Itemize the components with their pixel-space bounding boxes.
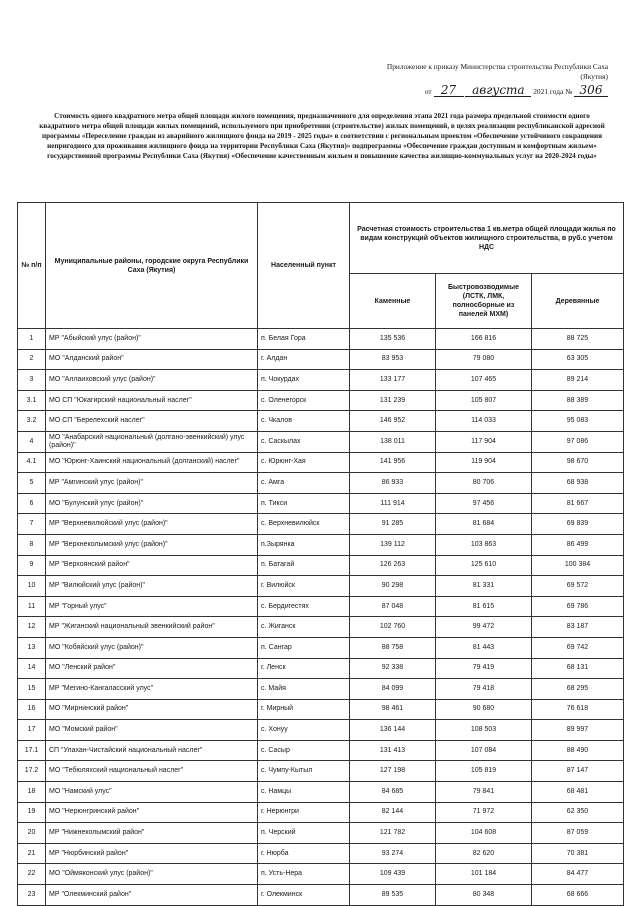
- table-row: [18, 617, 624, 638]
- row-prefab-cost: 101 184: [436, 864, 532, 885]
- cost-table: [17, 202, 624, 906]
- row-prefab-cost: 80 706: [436, 473, 532, 494]
- row-stone-cost: 135 536: [350, 329, 436, 350]
- row-prefab-cost: 108 503: [436, 720, 532, 741]
- row-num: 8: [18, 534, 46, 555]
- order-month-handwritten: августа: [465, 84, 531, 97]
- row-wood-cost: 68 481: [532, 782, 624, 803]
- row-prefab-cost: 107 465: [436, 370, 532, 391]
- row-prefab-cost: 71 972: [436, 802, 532, 823]
- row-district: МО СП "Берелехский наслег": [46, 411, 258, 432]
- row-settlement: г. Вилюйск: [258, 576, 350, 597]
- row-prefab-cost: 103 863: [436, 534, 532, 555]
- row-num: 23: [18, 885, 46, 906]
- row-settlement: с. Чумпу-Кытыл: [258, 761, 350, 782]
- table-row: [18, 431, 624, 452]
- row-wood-cost: 62 350: [532, 802, 624, 823]
- row-settlement: п. Чокурдах: [258, 370, 350, 391]
- row-settlement: г. Алдан: [258, 349, 350, 370]
- row-district: МО "Нерюнгринский район": [46, 802, 258, 823]
- row-settlement: с. Амга: [258, 473, 350, 494]
- table-row: [18, 658, 624, 679]
- row-num: 12: [18, 617, 46, 638]
- row-district: МР "Горный улус": [46, 596, 258, 617]
- row-stone-cost: 88 758: [350, 637, 436, 658]
- row-num: 2: [18, 349, 46, 370]
- row-prefab-cost: 90 680: [436, 699, 532, 720]
- row-settlement: с. Жиганск: [258, 617, 350, 638]
- row-prefab-cost: 119 904: [436, 452, 532, 473]
- row-wood-cost: 88 725: [532, 329, 624, 350]
- row-wood-cost: 88 389: [532, 390, 624, 411]
- table-body: [18, 329, 624, 906]
- row-district: МО "Ленский район": [46, 658, 258, 679]
- table-row: [18, 843, 624, 864]
- row-wood-cost: 70 381: [532, 843, 624, 864]
- table-row: [18, 452, 624, 473]
- row-wood-cost: 69 572: [532, 576, 624, 597]
- row-stone-cost: 86 933: [350, 473, 436, 494]
- row-wood-cost: 86 499: [532, 534, 624, 555]
- row-wood-cost: 88 490: [532, 740, 624, 761]
- row-prefab-cost: 125 610: [436, 555, 532, 576]
- row-num: 5: [18, 473, 46, 494]
- row-settlement: с. Саскылах: [258, 431, 350, 452]
- row-wood-cost: 68 131: [532, 658, 624, 679]
- row-num: 7: [18, 514, 46, 535]
- table-row: [18, 699, 624, 720]
- row-num: 20: [18, 823, 46, 844]
- row-stone-cost: 146 952: [350, 411, 436, 432]
- row-district: МО "Алданский район": [46, 349, 258, 370]
- row-prefab-cost: 80 348: [436, 885, 532, 906]
- row-district: МР "Жиганский национальный эвенкийский район": [46, 617, 258, 638]
- row-wood-cost: 76 618: [532, 699, 624, 720]
- row-stone-cost: 131 413: [350, 740, 436, 761]
- row-stone-cost: 87 048: [350, 596, 436, 617]
- header-wood: Деревянные: [532, 274, 624, 329]
- row-prefab-cost: 81 684: [436, 514, 532, 535]
- row-prefab-cost: 79 418: [436, 679, 532, 700]
- row-settlement: п.Зырянка: [258, 534, 350, 555]
- row-district: МР "Амгинский улус (район)": [46, 473, 258, 494]
- row-wood-cost: 69 839: [532, 514, 624, 535]
- row-stone-cost: 126 263: [350, 555, 436, 576]
- row-stone-cost: 139 112: [350, 534, 436, 555]
- row-stone-cost: 121 782: [350, 823, 436, 844]
- row-wood-cost: 95 083: [532, 411, 624, 432]
- row-prefab-cost: 97 456: [436, 493, 532, 514]
- row-num: 9: [18, 555, 46, 576]
- order-year-text: 2021 года №: [533, 87, 573, 96]
- table-row: [18, 473, 624, 494]
- row-stone-cost: 109 439: [350, 864, 436, 885]
- header-district: Муниципальные районы, городские округа Республики Саха (Якутия): [46, 203, 258, 329]
- row-district: МР "Нюрбинский район": [46, 843, 258, 864]
- row-prefab-cost: 105 819: [436, 761, 532, 782]
- row-wood-cost: 81 667: [532, 493, 624, 514]
- row-stone-cost: 93 274: [350, 843, 436, 864]
- row-settlement: п. Сангар: [258, 637, 350, 658]
- row-settlement: с. Юрюнг-Хая: [258, 452, 350, 473]
- row-settlement: г. Олекминск: [258, 885, 350, 906]
- row-wood-cost: 89 997: [532, 720, 624, 741]
- row-prefab-cost: 104 608: [436, 823, 532, 844]
- row-settlement: с. Бердигестях: [258, 596, 350, 617]
- table-row: [18, 493, 624, 514]
- row-district: МР "Нижнеколымский район": [46, 823, 258, 844]
- table-row: [18, 782, 624, 803]
- row-wood-cost: 83 187: [532, 617, 624, 638]
- table-row: [18, 720, 624, 741]
- order-number-handwritten: 306: [574, 84, 608, 97]
- row-district: МО "Намский улус": [46, 782, 258, 803]
- table-row: [18, 679, 624, 700]
- row-num: 17.1: [18, 740, 46, 761]
- row-district: СП "Улахан-Чистайский национальный наслег": [46, 740, 258, 761]
- row-num: 3.2: [18, 411, 46, 432]
- row-stone-cost: 141 956: [350, 452, 436, 473]
- row-stone-cost: 138 011: [350, 431, 436, 452]
- row-settlement: г. Нерюнгри: [258, 802, 350, 823]
- row-stone-cost: 90 298: [350, 576, 436, 597]
- row-num: 3.1: [18, 390, 46, 411]
- row-district: МО "Оймяконский улус (район)": [46, 864, 258, 885]
- row-wood-cost: 69 786: [532, 596, 624, 617]
- row-num: 1: [18, 329, 46, 350]
- row-wood-cost: 69 742: [532, 637, 624, 658]
- row-wood-cost: 87 147: [532, 761, 624, 782]
- row-num: 16: [18, 699, 46, 720]
- row-prefab-cost: 79 419: [436, 658, 532, 679]
- header-stone: Каменные: [350, 274, 436, 329]
- row-district: МР "Мегино-Кангаласский улус": [46, 679, 258, 700]
- row-settlement: п. Белая Гора: [258, 329, 350, 350]
- table-row: [18, 823, 624, 844]
- row-wood-cost: 68 666: [532, 885, 624, 906]
- row-district: МР "Абыйский улус (район)": [46, 329, 258, 350]
- order-prefix: от: [424, 87, 432, 96]
- table-row: [18, 370, 624, 391]
- row-settlement: г. Нюрба: [258, 843, 350, 864]
- table-row: [18, 885, 624, 906]
- row-num: 10: [18, 576, 46, 597]
- row-num: 17.2: [18, 761, 46, 782]
- row-prefab-cost: 107 084: [436, 740, 532, 761]
- row-stone-cost: 102 760: [350, 617, 436, 638]
- row-stone-cost: 136 144: [350, 720, 436, 741]
- table-row: [18, 349, 624, 370]
- row-settlement: г. Мирный: [258, 699, 350, 720]
- row-stone-cost: 111 914: [350, 493, 436, 514]
- row-settlement: п. Усть-Нера: [258, 864, 350, 885]
- row-stone-cost: 82 144: [350, 802, 436, 823]
- row-num: 22: [18, 864, 46, 885]
- row-prefab-cost: 166 816: [436, 329, 532, 350]
- table-row: [18, 761, 624, 782]
- row-district: МР "Олекминский район": [46, 885, 258, 906]
- row-district: МО "Юрюнг-Хаинский национальный (долганский) наслег": [46, 452, 258, 473]
- row-wood-cost: 100 384: [532, 555, 624, 576]
- row-settlement: с. Верхневилюйск: [258, 514, 350, 535]
- table-row: [18, 534, 624, 555]
- table-row: [18, 329, 624, 350]
- row-num: 4.1: [18, 452, 46, 473]
- table-row: [18, 514, 624, 535]
- row-settlement: п. Тикси: [258, 493, 350, 514]
- row-settlement: г. Ленск: [258, 658, 350, 679]
- row-prefab-cost: 81 443: [436, 637, 532, 658]
- row-stone-cost: 89 535: [350, 885, 436, 906]
- row-district: МО "Кобяйский улус (район)": [46, 637, 258, 658]
- row-prefab-cost: 105 807: [436, 390, 532, 411]
- row-prefab-cost: 114 033: [436, 411, 532, 432]
- row-stone-cost: 91 285: [350, 514, 436, 535]
- row-stone-cost: 92 338: [350, 658, 436, 679]
- row-num: 4: [18, 431, 46, 452]
- row-stone-cost: 84 685: [350, 782, 436, 803]
- row-settlement: с. Хонуу: [258, 720, 350, 741]
- table-row: [18, 411, 624, 432]
- row-num: 21: [18, 843, 46, 864]
- row-district: МР "Вилюйский улус (район)": [46, 576, 258, 597]
- row-settlement: п. Черский: [258, 823, 350, 844]
- appendix-note: Приложение к приказу Министерства строительства Республики Саха (Якутия): [386, 62, 608, 81]
- order-day-handwritten: 27: [434, 84, 464, 97]
- row-settlement: п. Батагай: [258, 555, 350, 576]
- header-settlement: Населенный пункт: [258, 203, 350, 329]
- row-district: МО "Тебюляхский национальный наслег": [46, 761, 258, 782]
- row-wood-cost: 68 938: [532, 473, 624, 494]
- row-district: МО "Момский район": [46, 720, 258, 741]
- table-row: [18, 555, 624, 576]
- table-row: [18, 390, 624, 411]
- row-settlement: с. Оленегорск: [258, 390, 350, 411]
- table-row: [18, 637, 624, 658]
- row-num: 13: [18, 637, 46, 658]
- row-wood-cost: 68 295: [532, 679, 624, 700]
- row-settlement: с. Чкалов: [258, 411, 350, 432]
- row-wood-cost: 97 086: [532, 431, 624, 452]
- table-row: [18, 596, 624, 617]
- row-stone-cost: 83 953: [350, 349, 436, 370]
- row-prefab-cost: 79 841: [436, 782, 532, 803]
- row-stone-cost: 131 239: [350, 390, 436, 411]
- table-row: [18, 576, 624, 597]
- row-settlement: с. Намцы: [258, 782, 350, 803]
- row-stone-cost: 98 461: [350, 699, 436, 720]
- row-prefab-cost: 82 620: [436, 843, 532, 864]
- row-district: МО "Аллаиховский улус (район)": [46, 370, 258, 391]
- row-prefab-cost: 81 615: [436, 596, 532, 617]
- row-num: 14: [18, 658, 46, 679]
- header-prefab: Быстровозводимые (ЛСТК, ЛМК, полносборные из панелей МХМ): [436, 274, 532, 329]
- row-wood-cost: 63 305: [532, 349, 624, 370]
- row-wood-cost: 89 214: [532, 370, 624, 391]
- row-wood-cost: 84 477: [532, 864, 624, 885]
- table-row: [18, 802, 624, 823]
- row-district: МО СП "Юкагирский национальный наслег": [46, 390, 258, 411]
- table-row: [18, 740, 624, 761]
- header-num: № п/п: [18, 203, 46, 329]
- row-prefab-cost: 99 472: [436, 617, 532, 638]
- row-settlement: с. Майя: [258, 679, 350, 700]
- row-district: МР "Верхневилюйский улус (район)": [46, 514, 258, 535]
- row-district: МР "Верхоянский район": [46, 555, 258, 576]
- row-settlement: с. Сасыр: [258, 740, 350, 761]
- row-num: 15: [18, 679, 46, 700]
- row-stone-cost: 127 198: [350, 761, 436, 782]
- row-num: 18: [18, 782, 46, 803]
- row-num: 11: [18, 596, 46, 617]
- order-line: [358, 84, 608, 98]
- row-stone-cost: 84 099: [350, 679, 436, 700]
- row-num: 3: [18, 370, 46, 391]
- row-district: МО "Мирнинский район": [46, 699, 258, 720]
- header-cost-group: Расчетная стоимость строительства 1 кв.метра общей площади жилья по видам конструкций объектов жилищного строительства, в руб.с учетом НДС: [350, 203, 624, 274]
- row-district: МО "Булунский улус (район)": [46, 493, 258, 514]
- row-prefab-cost: 79 080: [436, 349, 532, 370]
- document-title: Стоимость одного квадратного метра общей площади жилого помещения, предназначенного для определения этапа 2021 года размера предельной стоимости одного квадратного метра общей площади жилых помещений, используемого при приобретении (строительстве) жилых помещений, в целях реализации республиканской адресной программы «Переселение граждан из аварийного жилищного фонда на 2019 - 2025 годы» в соответствии с региональным проектом «Обеспечение устойчивого сокращения непригодного для проживания жилищного фонда на территории Республики Саха (Якутия)» подпрограммы «Обеспечение граждан доступным и комфортным жильем» государственной программы Республики Саха (Якутия) «Обеспечение качественным жильем и повышение качества жилищно-коммунальных услуг на 2020-2024 годы»: [39, 112, 605, 160]
- row-prefab-cost: 117 904: [436, 431, 532, 452]
- table-row: [18, 864, 624, 885]
- row-stone-cost: 133 177: [350, 370, 436, 391]
- row-num: 19: [18, 802, 46, 823]
- row-district: МР "Верхнеколымский улус (район)": [46, 534, 258, 555]
- row-wood-cost: 87 059: [532, 823, 624, 844]
- row-num: 17: [18, 720, 46, 741]
- row-num: 6: [18, 493, 46, 514]
- row-wood-cost: 98 670: [532, 452, 624, 473]
- row-prefab-cost: 81 331: [436, 576, 532, 597]
- row-district: МО "Анабарский национальный (долгано-эвенкийский) улус (район)": [46, 431, 258, 452]
